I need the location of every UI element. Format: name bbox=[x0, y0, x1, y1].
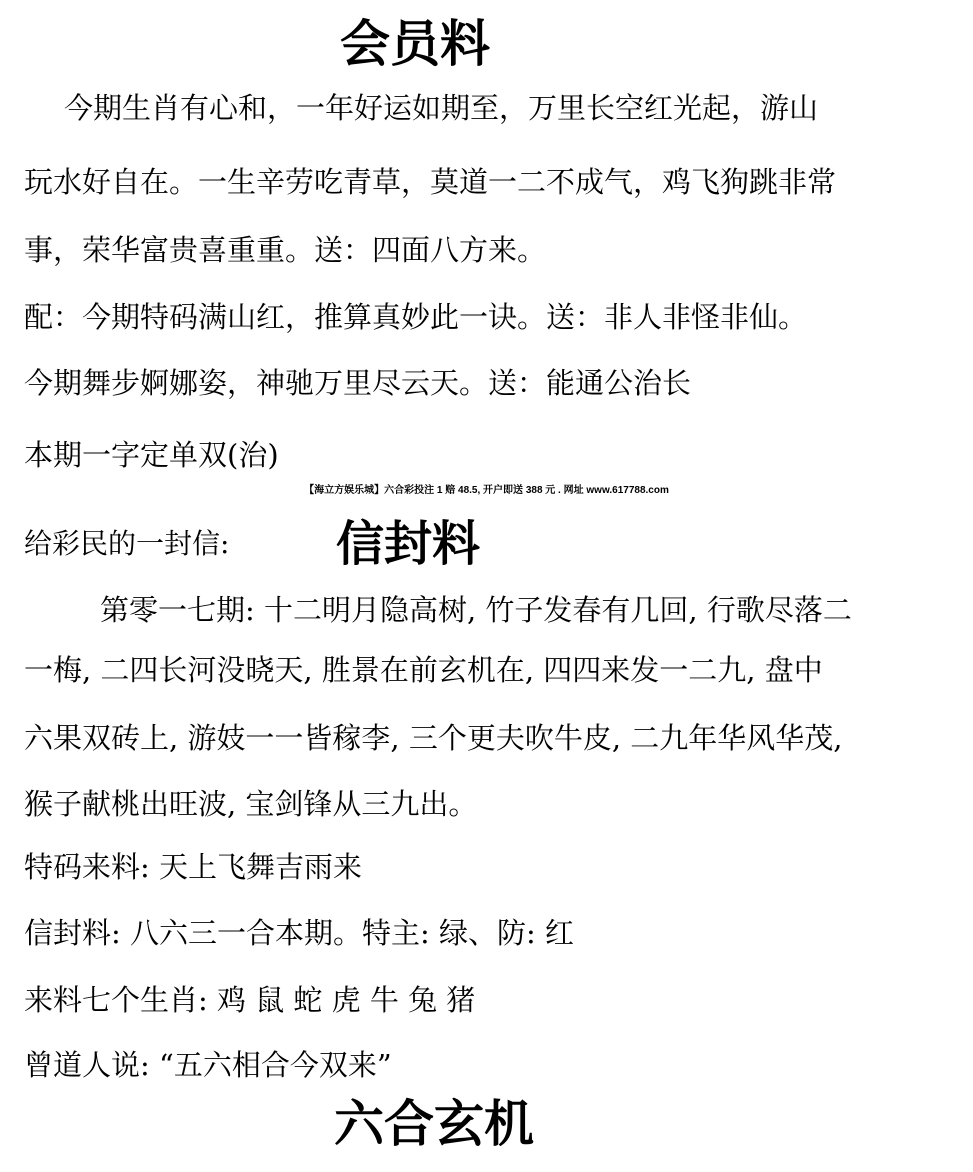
letter-line-6: 信封料: 八六三一合本期。特主: 绿、防: 红 bbox=[24, 916, 574, 950]
member-line-3: 事，荣华富贵喜重重。送：四面八方来。 bbox=[24, 233, 547, 267]
letter-line-1: 第零一七期: 十二明月隐高树, 竹子发春有几回, 行歌尽落二 bbox=[100, 593, 852, 627]
member-line-6: 本期一字定单双(治) bbox=[24, 438, 279, 472]
letter-title: 信封料 bbox=[336, 516, 481, 572]
letter-line-7: 来料七个生肖: 鸡 鼠 蛇 虎 牛 兔 猪 bbox=[24, 983, 476, 1017]
liuhe-title: 六合玄机 bbox=[334, 1094, 534, 1153]
member-line-1: 今期生肖有心和，一年好运如期至，万里长空红光起，游山 bbox=[64, 91, 819, 125]
ad-banner: 【海立方娱乐城】六合彩投注 1 赔 48.5, 开户即送 388 元 . 网址 www.617788.com bbox=[304, 485, 669, 496]
letter-line-2: 一梅, 二四长河没晓天, 胜景在前玄机在, 四四来发一二九, 盘中 bbox=[24, 653, 823, 687]
letter-line-3: 六果双砖上, 游妓一一皆稼李, 三个更夫吹牛皮, 二九年华风华茂, bbox=[24, 721, 843, 755]
letter-line-4: 猴子献桃出旺波, 宝剑锋从三九出。 bbox=[24, 787, 478, 821]
member-line-2: 玩水好自在。一生辛劳吃青草，莫道一二不成气，鸡飞狗跳非常 bbox=[24, 165, 837, 199]
member-title: 会员料 bbox=[340, 14, 490, 73]
letter-intro: 给彩民的一封信: bbox=[24, 527, 230, 560]
letter-line-8: 曾道人说: “五六相合今双来” bbox=[24, 1048, 392, 1082]
member-line-5: 今期舞步婀娜姿，神驰万里尽云天。送：能通公治长 bbox=[24, 366, 692, 400]
letter-line-5: 特码来料: 天上飞舞吉雨来 bbox=[24, 850, 362, 884]
member-line-4: 配：今期特码满山红，推算真妙此一诀。送：非人非怪非仙。 bbox=[24, 300, 808, 334]
